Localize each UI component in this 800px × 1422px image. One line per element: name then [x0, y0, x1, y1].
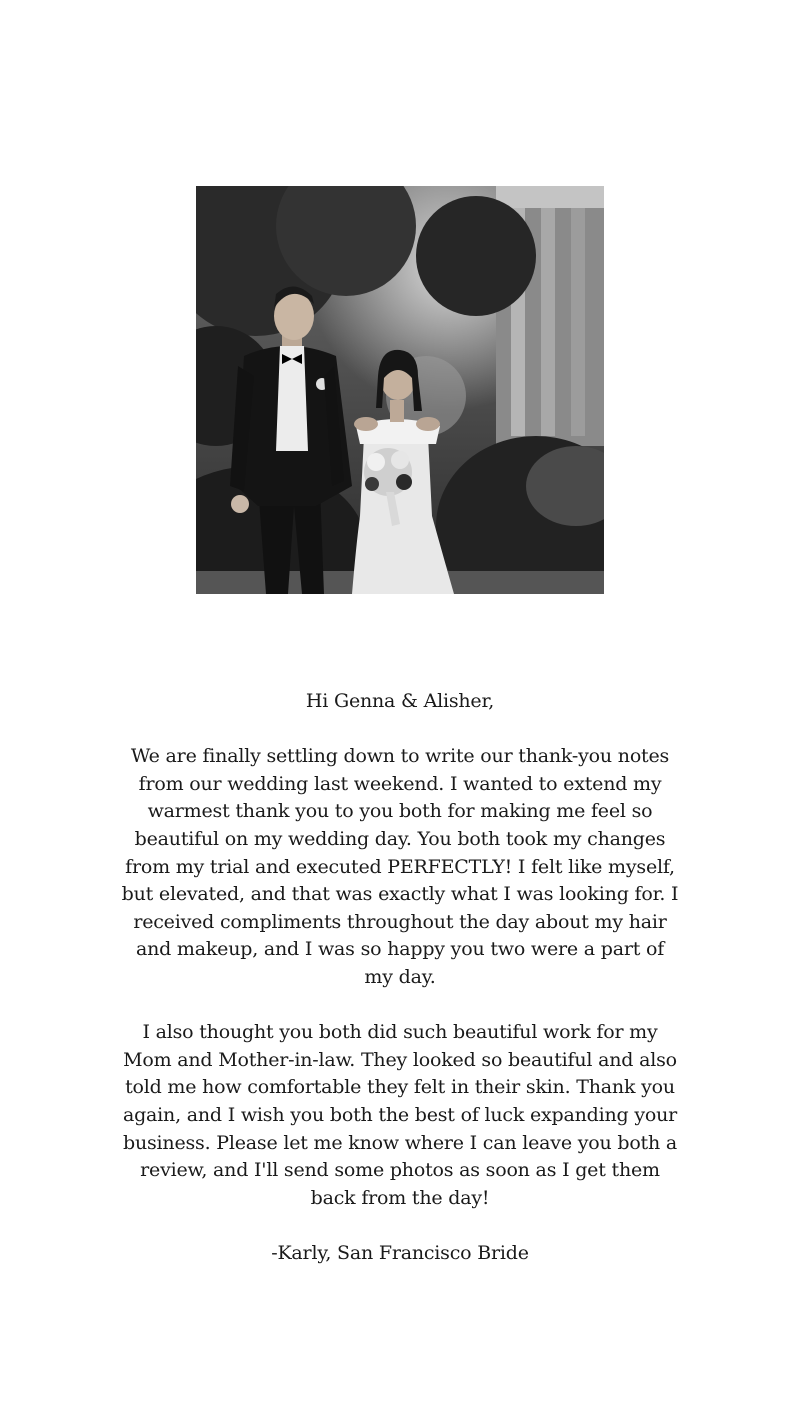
letter-greeting: Hi Genna & Alisher,	[305, 690, 495, 712]
wedding-photo-illustration	[196, 186, 604, 594]
letter-paragraph-2: I also thought you both did such beautiful work for my Mom and Mother-in-law. They looked so beautiful and also told me how comfortable they felt in their skin. Thank you again, and I wish you both the best of luck expanding your business. Please let me know where I can leave you both a review, and I'll send some photos as soon as I get them back from the day!	[122, 1021, 678, 1209]
wedding-couple-photo	[196, 186, 604, 594]
letter-signature: -Karly, San Francisco Bride	[271, 1241, 529, 1264]
letter-paragraph-1: We are finally settling down to write our thank-you notes from our wedding last weekend. I wanted to extend my warmest thank you to you both for making me feel so beautiful on my wedding day. You both took my changes from my trial and executed PERFECTLY! I felt like myself, but elevated, and that was exactly what I was looking for. I received compliments throughout the day about my hair and makeup, and I was so happy you two were a part of my day.	[121, 745, 679, 988]
testimonial-letter	[120, 688, 680, 1267]
